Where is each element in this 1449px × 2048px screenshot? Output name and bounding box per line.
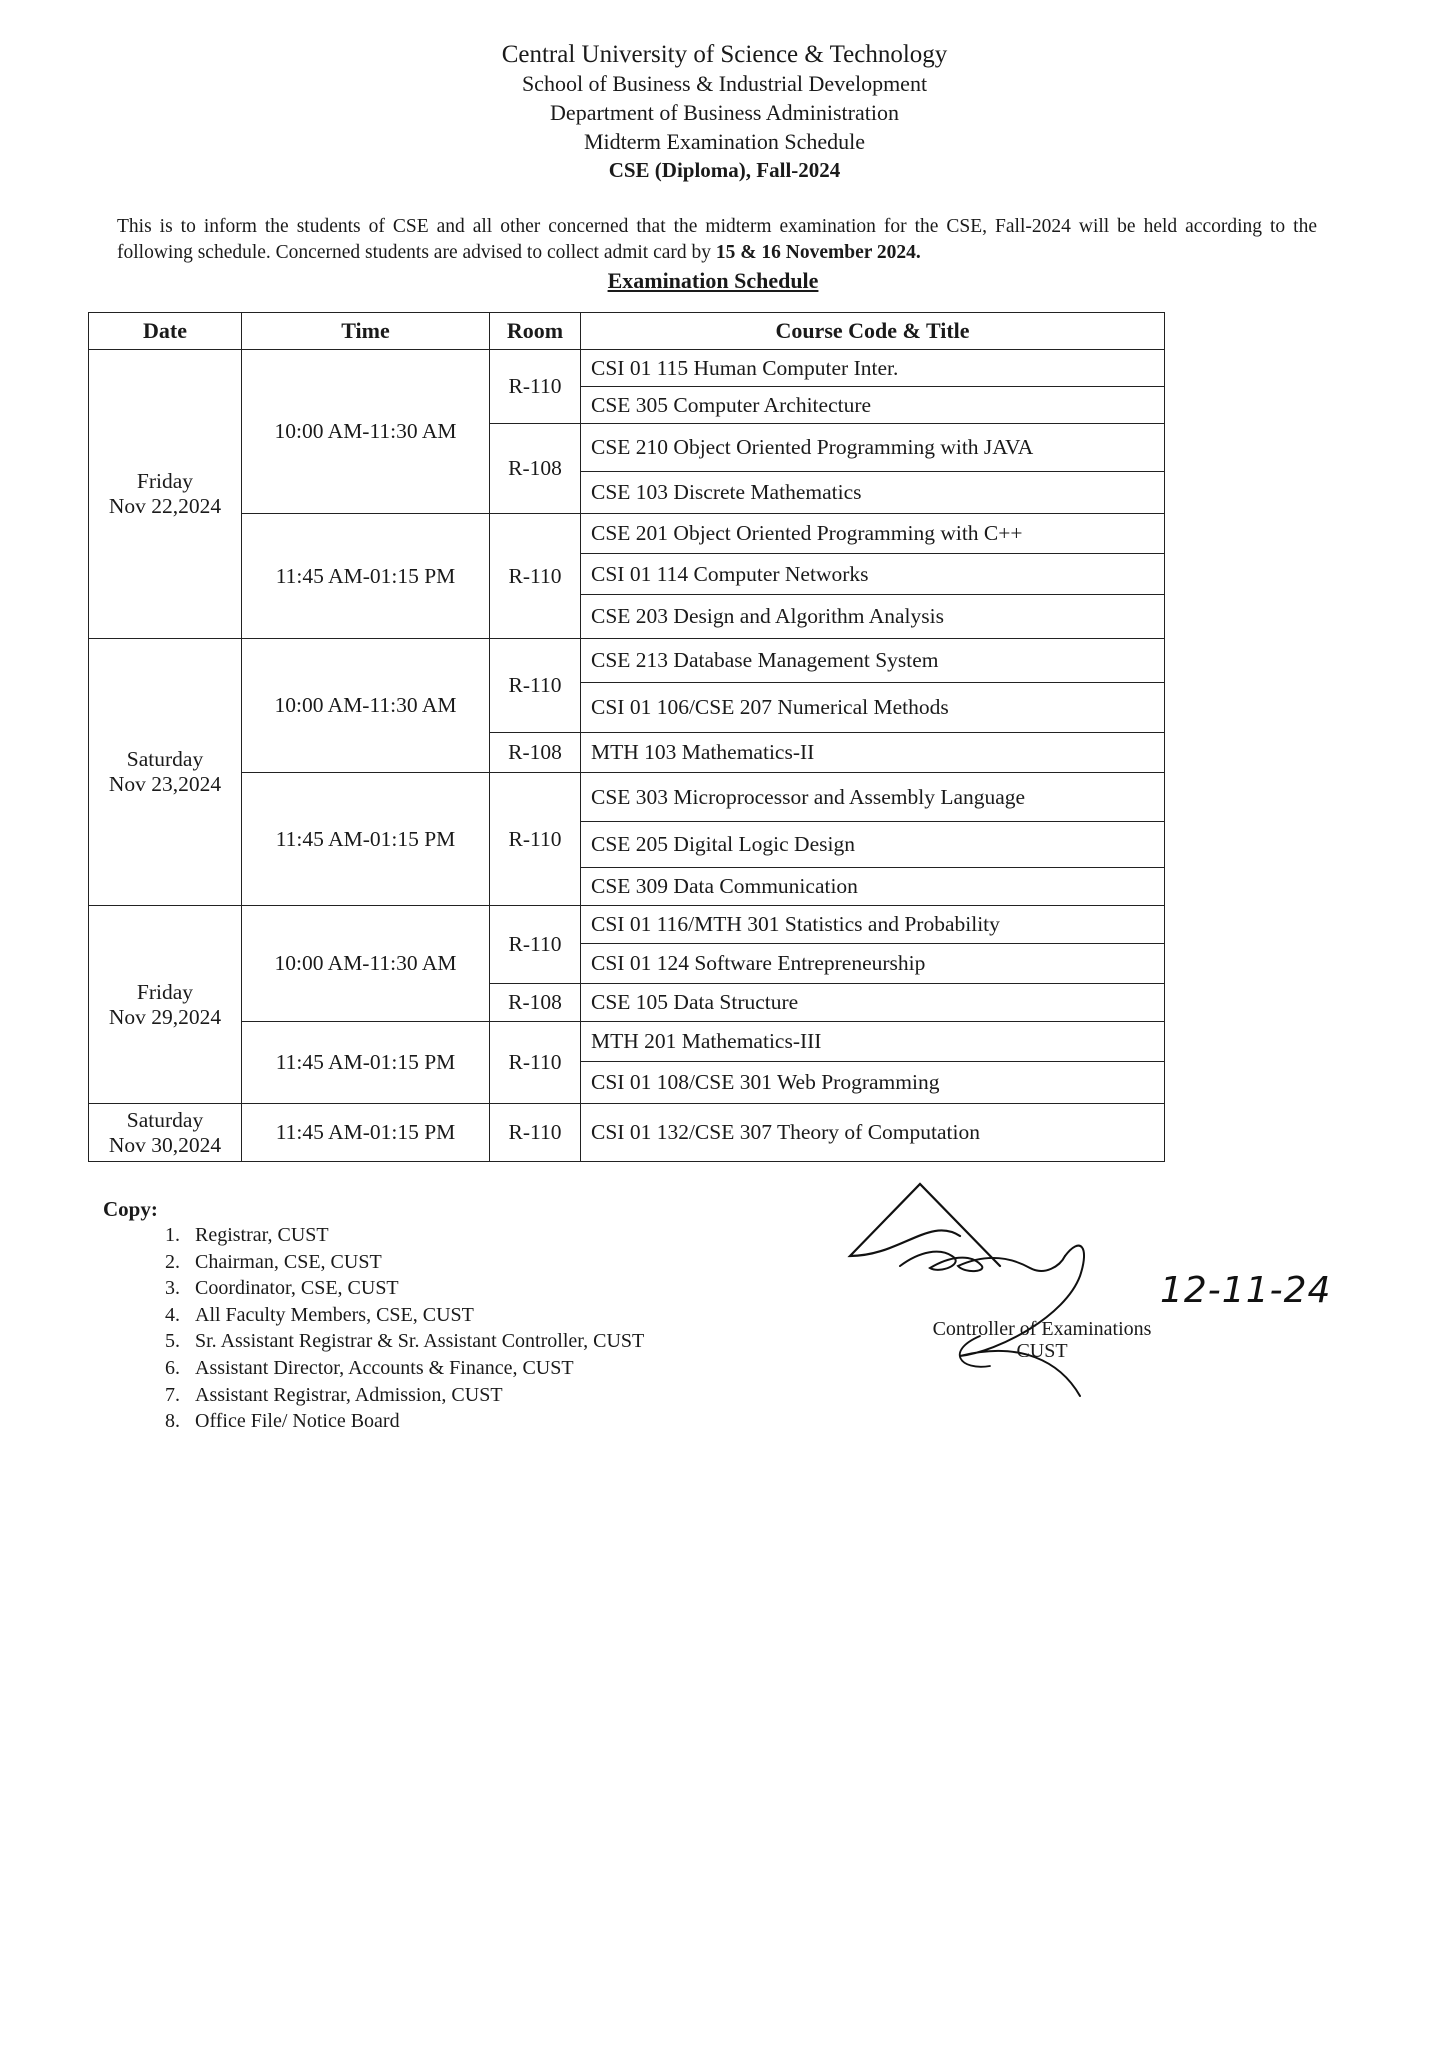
course-cell: CSE 210 Object Oriented Programming with JAVA [581,424,1165,472]
course-cell: CSI 01 124 Software Entrepreneurship [581,944,1165,984]
day-date: Nov 30,2024 [108,1132,222,1157]
list-item: 3. Coordinator, CSE, CUST [185,1275,885,1302]
date-cell [89,350,242,639]
course-cell: CSE 303 Microprocessor and Assembly Language [581,773,1165,822]
table-row [89,1022,1165,1062]
course-cell: CSE 201 Object Oriented Programming with C++ [581,514,1165,554]
table-row [89,639,1165,683]
day-date: Nov 23,2024 [108,772,222,796]
signatory-title: Controller of Examinations [932,1318,1152,1340]
room-cell: R-108 [490,984,581,1022]
time-cell: 11:45 AM-01:15 PM [242,773,490,906]
room-cell: R-110 [490,1104,581,1162]
intro-paragraph [117,214,1317,266]
course-cell: CSI 01 115 Human Computer Inter. [581,350,1165,387]
room-cell: R-110 [490,639,581,733]
signatory-org: CUST [1016,1340,1068,1362]
course-cell: CSI 01 132/CSE 307 Theory of Computation [581,1104,1165,1162]
room-cell: R-110 [490,773,581,906]
column-header-course: Course Code & Title [581,313,1165,350]
room-cell: R-110 [490,1022,581,1104]
room-cell: R-108 [490,733,581,773]
course-cell: CSE 203 Design and Algorithm Analysis [581,595,1165,639]
course-cell: CSE 309 Data Communication [581,868,1165,906]
course-cell: CSE 103 Discrete Mathematics [581,472,1165,514]
list-item: 6. Assistant Director, Accounts & Finance, CUST [185,1355,885,1382]
university-name: Central University of Science & Technology [501,41,948,68]
course-cell: MTH 103 Mathematics-II [581,733,1165,773]
exam-schedule-table [88,312,1165,1162]
room-cell: R-110 [490,350,581,424]
room-cell: R-110 [490,514,581,639]
course-cell: MTH 201 Mathematics-III [581,1022,1165,1062]
department-name: Department of Business Administration [550,100,899,125]
date-cell [89,639,242,906]
copy-title: Copy: [103,1197,158,1221]
list-item: 2. Chairman, CSE, CUST [185,1249,885,1276]
list-item: 7. Assistant Registrar, Admission, CUST [185,1382,885,1409]
date-cell [89,1104,242,1162]
course-cell: CSI 01 116/MTH 301 Statistics and Probability [581,906,1165,944]
day-name: Friday [136,469,194,493]
intro-text: This is to inform the students of CSE and all other concerned that the midterm examination for the CSE, Fall-2024 will be held according to the following schedule. Concerned students are advised to collect admit card by [117,216,1317,263]
signatory-block [907,1318,1177,1362]
document-header [0,40,1449,185]
column-header-room: Room [490,313,581,350]
table-row [89,514,1165,554]
course-cell: CSE 305 Computer Architecture [581,387,1165,424]
time-cell: 11:45 AM-01:15 PM [242,514,490,639]
time-cell: 10:00 AM-11:30 AM [242,906,490,1022]
time-cell: 10:00 AM-11:30 AM [242,350,490,514]
list-item: 8. Office File/ Notice Board [185,1408,885,1435]
course-cell: CSE 205 Digital Logic Design [581,822,1165,868]
list-item: 4. All Faculty Members, CSE, CUST [185,1302,885,1329]
time-cell: 11:45 AM-01:15 PM [242,1104,490,1162]
course-cell: CSE 213 Database Management System [581,639,1165,683]
document-title: Midterm Examination Schedule [583,129,866,154]
course-cell: CSI 01 106/CSE 207 Numerical Methods [581,683,1165,733]
course-cell: CSE 105 Data Structure [581,984,1165,1022]
column-header-time: Time [242,313,490,350]
list-item: 5. Sr. Assistant Registrar & Sr. Assistant Controller, CUST [185,1328,885,1355]
signature-date: 12-11-24 [1160,1270,1332,1311]
list-item: 1. Registrar, CUST [185,1222,885,1249]
date-cell [89,906,242,1104]
table-row [89,906,1165,944]
program-title: CSE (Diploma), Fall-2024 [608,158,841,182]
admit-card-deadline: 15 & 16 November 2024. [715,242,921,263]
table-row [89,773,1165,822]
table-row [89,350,1165,387]
day-name: Saturday [126,1107,204,1132]
column-header-date: Date [89,313,242,350]
day-date: Nov 29,2024 [108,1004,222,1029]
course-cell: CSI 01 108/CSE 301 Web Programming [581,1062,1165,1104]
time-cell: 10:00 AM-11:30 AM [242,639,490,773]
room-cell: R-108 [490,424,581,514]
room-cell: R-110 [490,906,581,984]
course-cell: CSI 01 114 Computer Networks [581,554,1165,595]
school-name: School of Business & Industrial Development [521,71,928,96]
copy-list [105,1222,885,1435]
day-name: Saturday [126,747,204,771]
day-date: Nov 22,2024 [108,494,222,518]
schedule-title: Examination Schedule [607,268,819,293]
table-row [89,1104,1165,1162]
table-header-row [89,313,1165,350]
time-cell: 11:45 AM-01:15 PM [242,1022,490,1104]
day-name: Friday [136,979,194,1004]
